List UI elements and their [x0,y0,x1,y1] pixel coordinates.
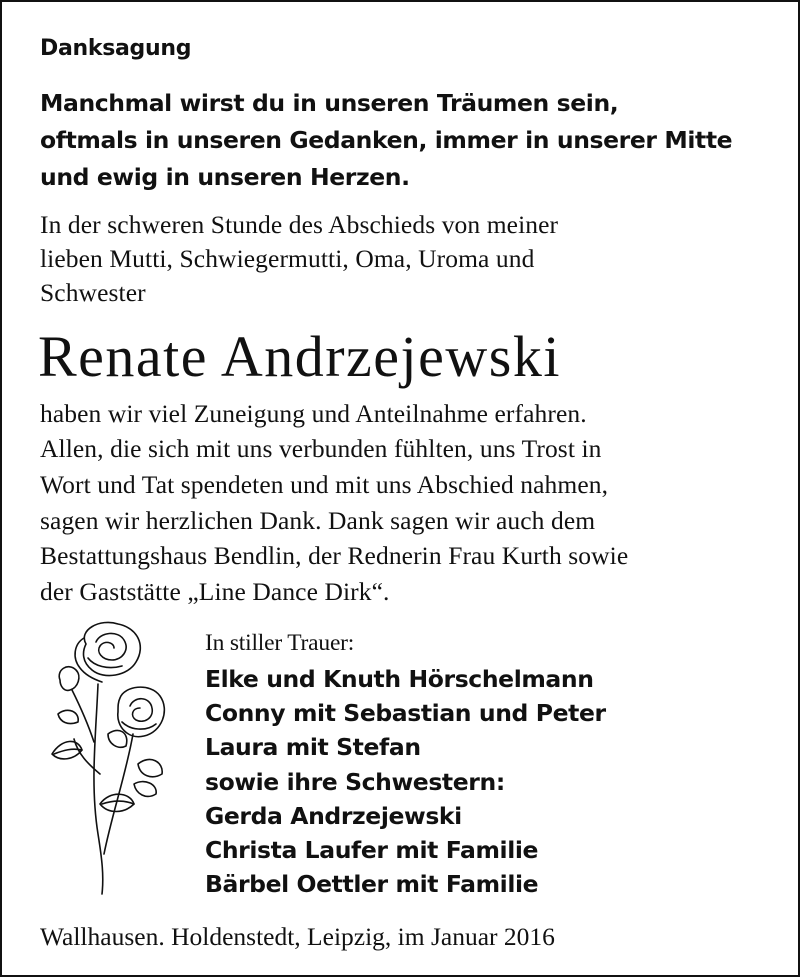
mourner-4: sowie ihre Schwestern: [205,768,505,796]
mourner-7: Bärbel Oettler mit Familie [205,870,539,898]
notice-footer: Wallhausen. Holdenstedt, Leipzig, im Januar 2016 [40,922,555,951]
thanks-line-4: sagen wir herzlichen Dank. Dank sagen wir auch dem [40,506,596,535]
mourner-6: Christa Laufer mit Familie [205,836,539,864]
intro-line-2: lieben Mutti, Schwiegermutti, Oma, Uroma und [40,244,535,273]
thanks-line-5: Bestattungshaus Bendlin, der Rednerin Frau Kurth sowie [40,541,629,570]
mourner-3: Laura mit Stefan [205,733,421,761]
thanks-line-1: haben wir viel Zuneigung und Anteilnahme erfahren. [40,399,587,428]
intro-line-3: Schwester [40,278,146,307]
mourner-1: Elke und Knuth Hörschelmann [205,665,594,693]
mourners-intro: In stiller Trauer: [205,630,355,656]
notice-heading: Danksagung [40,36,192,61]
roses-illustration-icon [38,614,178,899]
mourner-5: Gerda Andrzejewski [205,802,462,830]
motto-line-1: Manchmal wirst du in unseren Träumen sein, [40,89,619,117]
thanks-line-3: Wort und Tat spendeten und mit uns Abschied nahmen, [40,470,609,499]
motto-line-3: und ewig in unseren Herzen. [40,163,410,191]
deceased-name: Renate Andrzejewski [38,324,561,389]
motto-line-2: oftmals in unseren Gedanken, immer in unserer Mitte [40,126,733,154]
mourner-2: Conny mit Sebastian und Peter [205,699,606,727]
thanks-line-6: der Gaststätte „Line Dance Dirk“. [40,577,390,606]
thanks-line-2: Allen, die sich mit uns verbunden fühlten, uns Trost in [40,434,602,463]
intro-line-1: In der schweren Stunde des Abschieds von meiner [40,210,559,239]
